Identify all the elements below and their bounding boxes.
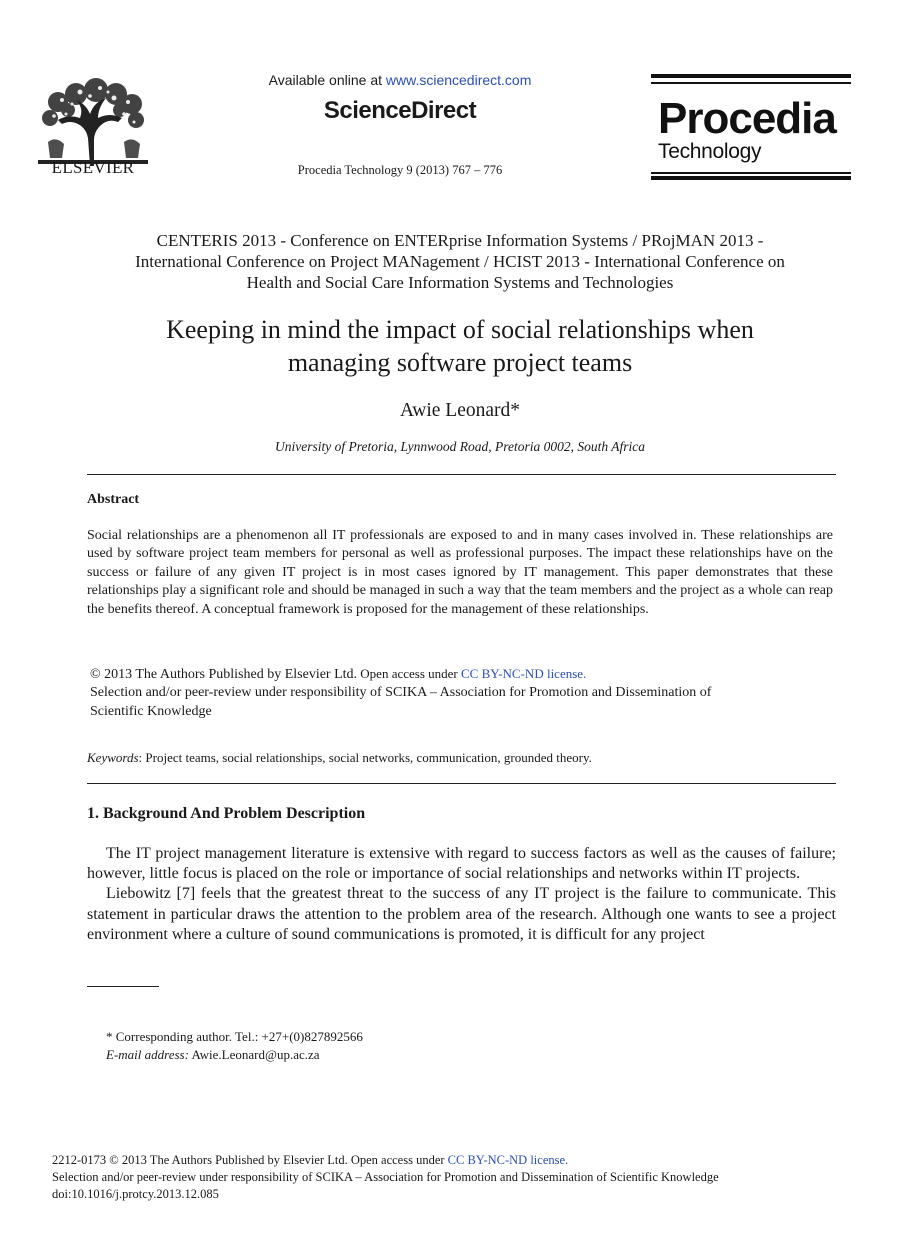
license-link[interactable]: CC BY-NC-ND license. xyxy=(461,666,587,681)
paper-title xyxy=(60,313,860,379)
brand-rule-bottom-thin xyxy=(651,172,851,174)
brand-rule-top xyxy=(651,74,851,78)
conference-line: Health and Social Care Information Systems and Technologies xyxy=(246,273,674,292)
paragraph: The IT project management literature is extensive with regard to success factors as well as the causes of failure; however, little focus is placed on the role or importance of social relationships and networks within IT projects. xyxy=(87,845,836,883)
conference-line: CENTERIS 2013 - Conference on ENTERprise Information Systems / PRojMAN 2013 - xyxy=(156,231,764,250)
platform-name: ScienceDirect xyxy=(323,97,477,124)
open-access-text: Open access under xyxy=(357,666,461,681)
abstract-text: Social relationships are a phenomenon all IT professionals are exposed to and in many cases involved in. These relationships are used by software project team members for personal as well as professional purposes. The impact these relationships have on the success or failure of any given IT project is in most cases ignored by IT management. This paper demonstrates that these relationships play a significant role and should be managed in such a way that the team members and the project as a whole can reap the benefits thereof. A conceptual framework is proposed for the management of these relationships. xyxy=(87,528,833,617)
journal-brand: Procedia xyxy=(658,94,836,143)
author-name: Awie Leonard* xyxy=(399,400,521,421)
footer-license-link[interactable]: CC BY-NC-ND license. xyxy=(447,1153,569,1167)
abstract-heading: Abstract xyxy=(87,492,140,507)
review-line-cont: Scientific Knowledge xyxy=(90,703,212,719)
copyright-block xyxy=(90,665,830,721)
footnote xyxy=(106,1028,363,1064)
publisher-name: ELSEVIER xyxy=(51,158,135,177)
footer-review: Selection and/or peer-review under responsibility of SCIKA – Association for Promotion and Dissemination of Scientific Knowledge xyxy=(52,1170,719,1184)
section-body xyxy=(87,844,836,945)
brand-rule-top-thin xyxy=(651,82,851,84)
footnote-rule xyxy=(87,986,159,987)
page-footer xyxy=(52,1152,719,1203)
title-line: managing software project teams xyxy=(287,348,633,377)
author-affiliation: University of Pretoria, Lynnwood Road, Pretoria 0002, South Africa xyxy=(275,439,645,454)
section-heading: 1. Background And Problem Description xyxy=(87,805,366,822)
title-line: Keeping in mind the impact of social relationships when xyxy=(166,315,754,344)
footer-doi: doi:10.1016/j.protcy.2013.12.085 xyxy=(52,1187,219,1201)
keywords xyxy=(87,750,833,766)
journal-brand-logo xyxy=(651,74,851,178)
journal-reference: Procedia Technology 9 (2013) 767 – 776 xyxy=(297,163,503,177)
keywords-label: Keywords xyxy=(87,750,139,765)
availability-prefix: Available online at xyxy=(268,72,386,88)
email-address: Awie.Leonard@up.ac.za xyxy=(188,1047,320,1062)
email-label: E-mail address: xyxy=(106,1047,189,1062)
availability-line xyxy=(200,72,600,88)
copyright-line xyxy=(90,665,830,684)
corresponding-author: * Corresponding author. Tel.: +27+(0)827892566 xyxy=(106,1029,363,1044)
conference-line: International Conference on Project MANagement / HCIST 2013 - International Conference on xyxy=(135,252,785,271)
paragraph: Liebowitz [7] feels that the greatest threat to the success of any IT project is the failure to communicate. This statement in particular draws the attention to the problem area of the research. Although one wants to see a project environment where a culture of sound communications is promoted, it is difficult for any project xyxy=(87,885,836,943)
copyright-text: © 2013 The Authors Published by Elsevier Ltd. xyxy=(90,667,358,682)
divider xyxy=(87,474,836,475)
keywords-text: : Project teams, social relationships, social networks, communication, grounded theory. xyxy=(138,750,592,765)
conference-name xyxy=(60,230,860,293)
footer-copyright-text: 2212-0173 © 2013 The Authors Published by Elsevier Ltd. Open access under xyxy=(52,1153,448,1167)
divider xyxy=(87,783,836,784)
sciencedirect-link[interactable]: www.sciencedirect.com xyxy=(385,72,532,88)
footer-copyright xyxy=(52,1152,719,1169)
review-line: Selection and/or peer-review under responsibility of SCIKA – Association for Promotion and Dissemination of xyxy=(90,685,712,701)
brand-rule-bottom xyxy=(651,176,851,180)
journal-brand-sub: Technology xyxy=(658,140,762,163)
email-line xyxy=(106,1046,363,1064)
